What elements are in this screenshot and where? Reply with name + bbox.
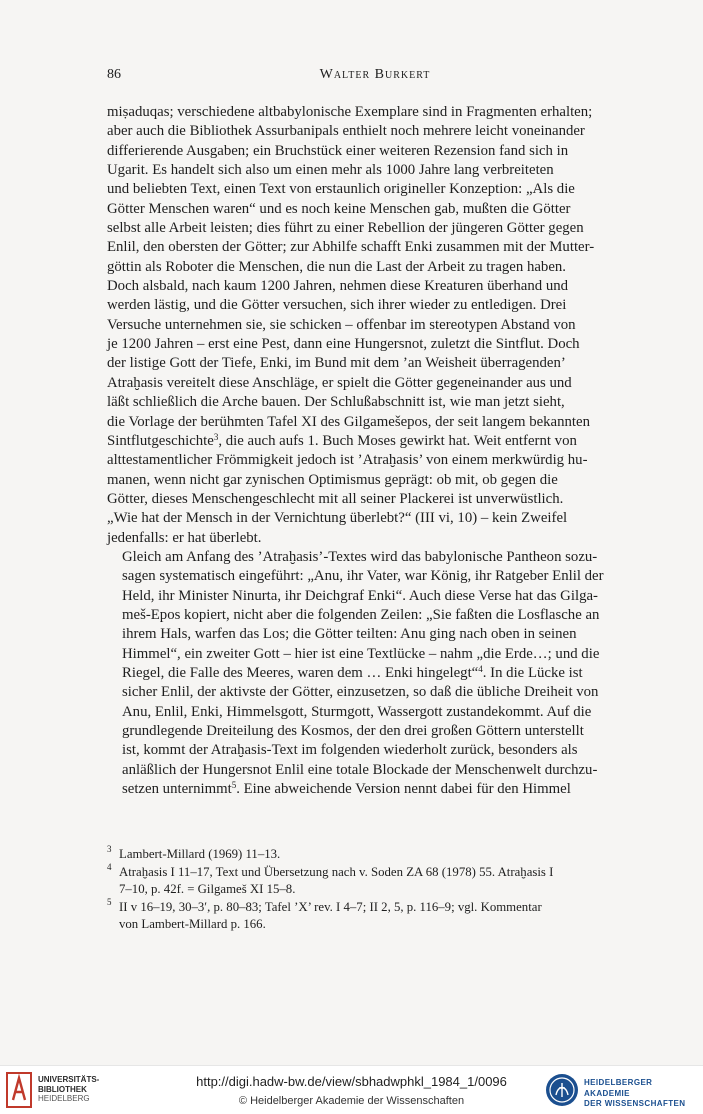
running-title: Walter Burkert: [319, 67, 431, 82]
text-line: ist, kommt der Atraḫasis-Text im folgenden wiederholt zurück, besonders als: [122, 742, 578, 759]
text-line: differierende Ausgaben; ein Bruchstück einer weiteren Rezension fand sich in: [107, 142, 569, 159]
text-line: werden lästig, und die Götter versuchen, sich ihrer wieder zu entledigen. Drei: [107, 297, 567, 314]
footnote-line: von Lambert-Millard p. 166.: [119, 917, 266, 931]
paragraph-2: [107, 548, 643, 799]
footnote-mark: 3: [107, 844, 112, 854]
text-line: Anu, Enlil, Enki, Himmelsgott, Sturmgott, Wassergott zustandekommt. Auf die: [122, 703, 592, 720]
footnote-ref-5[interactable]: 5: [231, 780, 237, 791]
text-line: jedenfalls: er hat überlebt.: [107, 529, 262, 546]
text-line: miṣaduqas; verschiedene altbabylonische Exemplare sind in Fragmenten erhalten;: [107, 104, 593, 120]
text-line: Sintflutgeschichte$^3$, die auch aufs 1. Buch Moses gewirkt hat. Weit entfernt von: [107, 431, 577, 449]
text-line: die Vorlage der berühmten Tafel XI des Gilgamešepos, der seit langem bekannten: [107, 413, 591, 430]
footnote-line: Lambert-Millard (1969) 11–13.: [119, 847, 281, 861]
text-line: Götter Menschen waren“ und es noch keine Menschen gab, mußten die Götter: [107, 200, 571, 217]
text-line: der listige Gott der Tiefe, Enki, im Bund mit dem ’an Weisheit überragenden’: [107, 355, 566, 372]
text-line: läßt schließlich die Arche bauen. Der Schlußabschnitt ist, wie man jetzt sieht,: [107, 394, 565, 411]
footnote-ref-4[interactable]: 4: [478, 663, 483, 674]
viewer-footer: [0, 1065, 703, 1114]
page-number: 86: [107, 67, 121, 82]
permalink[interactable]: http://digi.hadw-bw.de/view/sbhadwphkl_1984_1/0096: [196, 1074, 507, 1089]
footnote-mark: 5: [107, 896, 112, 907]
footnote-line: 7–10, p. 42f. = Gilgameš XI 15–8.: [119, 882, 296, 896]
body-text: [107, 103, 643, 799]
text-line: Ugarit. Es handelt sich also um einen mehr als 1000 Jahre lang verbreiteten: [107, 162, 554, 179]
text-line: göttin als Roboter die Menschen, die nun die Last der Arbeit zu tragen haben.: [107, 258, 566, 275]
paragraph-1: [107, 103, 643, 548]
footnote: [107, 846, 643, 864]
text-line: alttestamentlicher Frömmigkeit jedoch ist ’Atraḫasis’ von einem merkwürdig hu-: [107, 452, 588, 469]
footnote-line: Atraḫasis I 11–17, Text und Übersetzung nach v. Soden ZA 68 (1978) 55. Atraḫasis I: [119, 864, 554, 879]
running-head: [107, 66, 643, 84]
footnote-line: II v 16–19, 30–3′, p. 80–83; Tafel ’X’ rev. I 4–7; II 2, 5, p. 116–9; vgl. Kommentar: [119, 899, 542, 914]
text-line: Gleich am Anfang des ’Atraḫasis’-Textes wird das babylonische Pantheon sozu-: [122, 548, 598, 565]
footnote: [107, 861, 643, 899]
text-line: Versuche unternehmen sie, sie schicken – offenbar im stereotypen Abstand von: [107, 316, 576, 333]
footnote-ref-3[interactable]: 3: [213, 431, 219, 442]
text-line: und beliebten Text, einen Text von erstaunlich origineller Konzeption: „Als die: [107, 181, 575, 198]
copyright-notice: © Heidelberger Akademie der Wissenschaften: [238, 1095, 465, 1107]
text-line: aber auch die Bibliothek Assurbanipals enthielt noch mehrere leicht voneinander: [107, 123, 585, 140]
text-line: sicher Enlil, der aktivste der Götter, einzusetzen, so daß die übliche Dreiheit von: [122, 684, 599, 701]
academy-name: HEIDELBERGER AKADEMIE DER WISSENSCHAFTEN: [584, 1078, 686, 1108]
footnote: [107, 896, 643, 934]
text-line: grundlegende Dreiteilung des Kosmos, der den drei großen Göttern unterstellt: [122, 723, 584, 739]
text-line: Held, ihr Minister Ninurta, ihr Deichgraf Enki“. Auch diese Verse hat das Gilga-: [122, 587, 598, 604]
text-line: setzen unternimmt$^5$. Eine abweichende Version nennt dabei für den Himmel: [122, 780, 571, 798]
text-line: ihrem Hals, warfen das Los; die Götter teilten: Anu ging nach oben in seinen: [122, 626, 577, 643]
text-line: Himmel“, ein zweiter Gott – hier ist eine Textlücke – nahm „die Erde…; und die: [122, 645, 600, 662]
footnotes: [107, 846, 643, 934]
text-line: „Wie hat der Mensch in der Vernichtung überlebt?“ (III vi, 10) – kein Zweifel: [107, 510, 568, 527]
footnote-mark: 4: [107, 861, 112, 872]
text-line: manen, wenn nicht gar zynischen Optimismus geprägt: ob mit, ob gegen die: [107, 471, 558, 488]
text-line: anläßlich der Hungersnot Enlil eine totale Blockade der Menschenwelt durchzu-: [122, 761, 598, 778]
text-line: Riegel, die Falle des Meeres, waren dem … Enki hingelegt“$^4$. In die Lücke ist: [122, 663, 583, 681]
academy-seal-icon: [545, 1073, 579, 1107]
university-library-name: UNIVERSITÄTS- BIBLIOTHEK HEIDELBERG: [38, 1075, 100, 1103]
text-line: selbst alle Arbeit leisten; dies führt zu einer Rebellion der jüngeren Götter gegen: [107, 220, 584, 237]
text-line: Enlil, den obersten der Götter; zur Abhilfe schafft Enki zusammen mit der Mutter-: [107, 239, 595, 256]
text-line: je 1200 Jahren – erst eine Pest, dann eine Hungersnot, zuletzt die Sintflut. Doch: [107, 336, 580, 353]
text-line: sagen systematisch eingeführt: „Anu, ihr Vater, war König, ihr Ratgeber Enlil der: [122, 568, 604, 585]
text-line: Doch alsbald, nach kaum 1200 Jahren, nehmen diese Kreaturen überhand und: [107, 278, 569, 295]
text-line: Götter, dieses Menschengeschlecht mit all seiner Plackerei ist unverwüstlich.: [107, 490, 564, 507]
text-line: Atraḫasis vereitelt diese Anschläge, er spielt die Götter gegeneinander aus und: [107, 374, 572, 391]
text-line: meš-Epos kopiert, nicht aber die folgenden Zeilen: „Sie faßten die Losflasche an: [122, 606, 600, 623]
